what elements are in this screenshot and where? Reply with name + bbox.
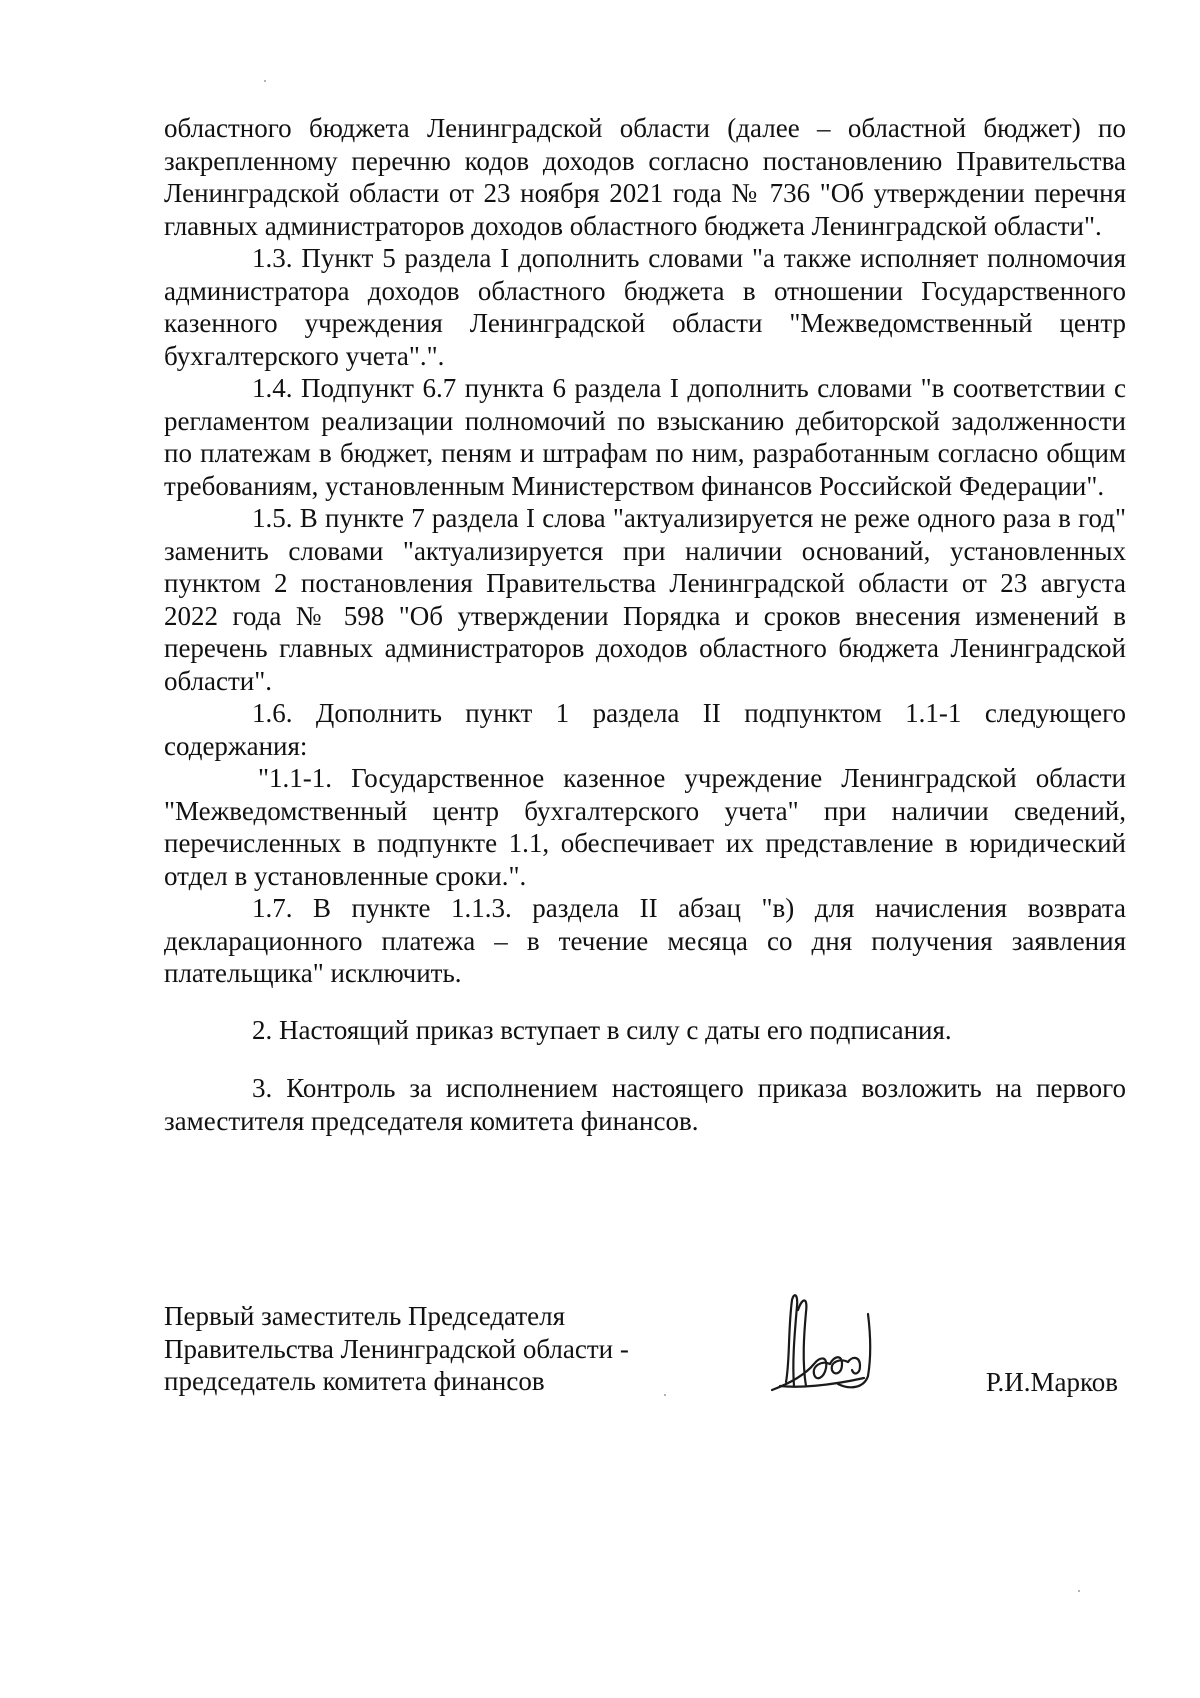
signatory-title-line: Правительства Ленинградской области - bbox=[164, 1333, 629, 1364]
handwritten-signature bbox=[768, 1290, 888, 1400]
paragraph-1-1-1-quote: "1.1-1. Государственное казенное учреждение Ленинградской области "Межведомственный центр бухгалтерского учета" при наличии сведений, перечисленных в подпункте 1.1, обеспечивает их представление в юридический отдел в установленные сроки.". bbox=[164, 763, 1126, 891]
signatory-title bbox=[164, 1300, 724, 1398]
signature-block bbox=[164, 1300, 1126, 1410]
signatory-title-line: Первый заместитель Председателя bbox=[164, 1301, 566, 1331]
paragraph-1-6: 1.6. Дополнить пункт 1 раздела II подпунктом 1.1-1 следующего содержания: bbox=[164, 698, 1126, 761]
paragraph-1-4: 1.4. Подпункт 6.7 пункта 6 раздела I дополнить словами "в соответствии с регламентом реализации полномочий по взысканию дебиторской задолженности по платежам в бюджет, пеням и штрафам по ним, разработанным согласно общим требованиям, установленным Министерством финансов Российской Федерации". bbox=[164, 373, 1126, 501]
scan-speck bbox=[1078, 1590, 1080, 1592]
signatory-title-line: председатель комитета финансов bbox=[164, 1366, 545, 1396]
paragraph-1-5: 1.5. В пункте 7 раздела I слова "актуализируется не реже одного раза в год" заменить словами "актуализируется при наличии оснований, установленных пунктом 2 постановления Правительства Ленинградской области от 23 августа 2022 года № 598 "Об утверждении Порядка и сроков внесения изменений в перечень главных администраторов доходов областного бюджета Ленинградской области". bbox=[164, 503, 1126, 696]
document-body bbox=[164, 112, 1126, 1137]
paragraph-1-7: 1.7. В пункте 1.1.3. раздела II абзац "в) для начисления возврата декларационного платежа – в течение месяца со дня получения заявления плательщика" исключить. bbox=[164, 893, 1126, 988]
scan-speck bbox=[264, 80, 266, 82]
paragraph-2: 2. Настоящий приказ вступает в силу с даты его подписания. bbox=[252, 1014, 952, 1045]
paragraph-3: 3. Контроль за исполнением настоящего приказа возложить на первого заместителя председателя комитета финансов. bbox=[164, 1073, 1126, 1136]
paragraph-continuation: областного бюджета Ленинградской области (далее – областной бюджет) по закрепленному перечню кодов доходов согласно постановлению Правительства Ленинградской области от 23 ноября 2021 года № 736 "Об утверждении перечня главных администраторов доходов областного бюджета Ленинградской области". bbox=[164, 113, 1126, 241]
signatory-name: Р.И.Марков bbox=[985, 1367, 1118, 1397]
paragraph-1-3: 1.3. Пункт 5 раздела I дополнить словами "а также исполняет полномочия администратора доходов областного бюджета в отношении Государственного казенного учреждения Ленинградской области "Межведомственный центр бухгалтерского учета".". bbox=[164, 243, 1126, 371]
